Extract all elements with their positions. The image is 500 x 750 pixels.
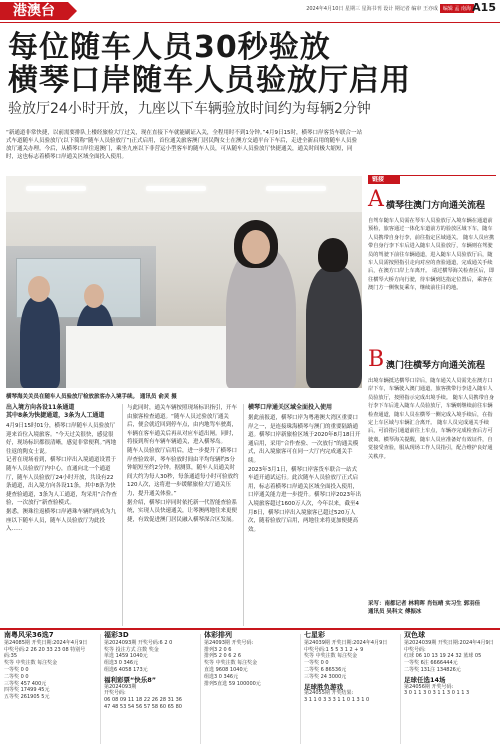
lottery-panel [404, 632, 496, 746]
lottery-title: 福彩3D [104, 631, 129, 639]
lottery-line: 中奖号码:1 5 5 3 1 2 + 9 [304, 646, 364, 653]
column-3-body: 据此前报道，横琴口岸为粤港澳大湾区重要口岸之一，是连接珠海横琴与澳门的重要陆路通道。横琴口岸新旅检区域于2020年8月18日开通启用，采用“合作查验、一次放行”的通关模式，出入境旅客可在同一大厅内完成通关手续。 2023年3月1日，横琴口岸客货车联合一站式车道开通试运行。此次随车人员验放厅正式启用，标志着横琴口岸通关区域全面投入使用，口岸通关能力进一步提升。横琴口岸2023年出入境旅客超过1600万人次，今年以来，截至4月8日，横琴口岸出入境旅客已超过520万人次，随着验放厅启用，两地往来将更加便捷高效。 [248, 415, 361, 533]
lottery-line: 二等奖 131注 134826元 [404, 666, 461, 673]
article-column-2 [127, 404, 239, 524]
lottery-title: 双色球 [404, 631, 425, 639]
lottery-line: 一等奖 0 0 [4, 666, 29, 673]
headline-line2: 横琴口岸随车人员验放厅启用 [8, 63, 411, 98]
lottery-line: 三等奖 457 400元 [4, 680, 47, 687]
lottery-title: 福利彩票“快乐8” [104, 675, 157, 684]
lottery-divider [300, 634, 301, 744]
lottery-line: 第2024039期 开奖日期:2024年4月9日 [404, 639, 494, 646]
reporter-credit: 采写：南都记者 林莉晖 肖钰晴 实习生 郭羽佳 通讯员 吴科文 傅振冰 [368, 601, 481, 615]
lottery-panel [304, 632, 396, 746]
lottery-line: 第24055期 开奖结果: [304, 690, 354, 697]
lottery-line: 二等奖 6 86536元 [304, 666, 347, 673]
column-3-heading: 横琴口岸通关区域全面投入使用 [248, 404, 333, 411]
lottery-line: 中奖号码:2 26 20 33 23 08 特别号码:35 [4, 646, 86, 660]
header-rule [0, 22, 500, 23]
lottery-line: 奖等 投注方式 注数 奖金 [104, 646, 159, 653]
lottery-title: 南粤风采36选7 [4, 631, 54, 639]
lottery-line: 奖等 中奖注数 每注奖金 [4, 660, 58, 667]
lottery-divider [100, 634, 101, 744]
lottery-line: 一等奖 6注 6666444元 [404, 660, 458, 667]
lottery-line: 二等奖 0 0 [4, 673, 29, 680]
lottery-panel [104, 632, 196, 746]
section-a-body: 自驾车随车人员需在琴车人员验放厅入境车辆在通道前预检，旅客通过一体化车道前方的验放区域下车，随车人员携带自身行李，前往指定区域通关。 随车人员应携带自身行李下车后进入随车人员验放厅，车辆则在驾驶员的驾驶下前往车辆通道，进入随车人员验放厅后，随车人员需按照指引走向对应的查验通道，完成通关手续后，在澳方口岸上车离开。 请过横琴海关检查区后，即往横琴大桥方向行驶，待车辆到达指定位置后，乘客在澳门方一侧恢复乘车，继续前往目的地。 [368, 218, 495, 292]
lottery-title: 足球胜负游戏 [304, 682, 343, 691]
lottery-line: 奖等 中奖注数 每注奖金 [204, 660, 258, 667]
lottery-line: 中奖号码: [404, 646, 426, 653]
lottery-line: 组选6 4058 173元 [104, 666, 148, 673]
lottery-line: 47 48 53 54 56 57 58 60 65 80 [104, 703, 182, 710]
lottery-line: 奖等 中奖注数 每注奖金 [304, 653, 358, 660]
lottery-line: 组选3 0 346元 [204, 673, 239, 680]
lottery-line: 组选3 0 346元 [104, 660, 139, 667]
lottery-line: 三等奖 24 3000元 [304, 673, 347, 680]
lottery-line: 第2024093期 开奖号码:6 2 0 [104, 639, 173, 646]
lottery-line: 四等奖 17499 45元 [4, 687, 50, 694]
issue-meta: 2024年4月10日 星期三 星海书刊 设计 期记者 编审 王亦成 [306, 6, 438, 12]
lottery-divider [400, 634, 401, 744]
lottery-line: 第24039期 开奖日期:2024年4月9日 [304, 639, 388, 646]
lottery-line: 第2024093期 [104, 683, 137, 690]
section-a-letter: A [368, 187, 384, 212]
headline-line1: 每位随车人员30秒验放 [8, 30, 331, 65]
lottery-line: 第24093期 开奖号码: [204, 639, 254, 646]
section-b-body: 出境车辆抵达横琴口岸后，随车通关人员需先在澳方口岸下车，车辆驶入澳门通道，旅客携带行李进入随车人员验放厅，按照指示完成出境手续。 随车人员携带自身行李下车后进入随车人员验放厅，车辆则继续前往车辆检查通道，随车人员在横琴一侧完成入境手续后，在指定上车区域与车辆汇合离开。 随车人员完成通关手续后，可沿指引通道前往上车点，车辆亦完成检查后方可驶离。横琴海关提醒，随车人员应准备好有效证件，自觉接受查验，服从现场工作人员指引，配合维护良好通关秩序。 [368, 378, 495, 460]
lottery-line: 06 08 09 11 18 22 26 28 31 36 [104, 697, 182, 704]
lottery-line: 单选 1459 1040元 [104, 653, 148, 660]
sidebar-label: 链接 [368, 175, 400, 184]
lottery-line: 红球 06 10 13 19 24 32 蓝球 05 [404, 653, 482, 660]
lottery-line: 一等奖 0 0 [304, 660, 329, 667]
lottery-line: 3 1 1 0 3 3 3 1 1 0 1 3 1 0 [304, 697, 370, 704]
lottery-line: 五等奖 261905 5元 [4, 694, 50, 701]
editor-badge: 编辑 孟 南海 [440, 4, 474, 13]
lottery-line: 3 0 1 1 3 0 3 1 1 3 0 1 1 3 [404, 690, 470, 697]
lottery-line: 第24056期 开奖号码: [404, 683, 454, 690]
column-1-body: 4月9日15时01分，横琴口岸随车人员验放厅迎来首位入境旅客。“今天过关很快，感觉很好，现场标识都很清晰，感觉非常便利。”两地往返的陶女士说。 记者在现场看到，横琴口岸出入境通道设置于随车人员验放厅内中心，直通向北一个通道厅，随车人员验放厅24小时开放，共设有22条通道，出入境方向各设11条，其中8条为快捷查验通道，3条为人工通道，均采用“合作查验，一次放行”新查验模式。 据悉，澳珠往返横琴口岸港珠车辆约两成为九座以下随车人员，随车人员验放厅为此投入…… [6, 423, 117, 533]
lead-paragraph: “新通道非常快捷，以前需要排队上楼经旅检大厅过关，现在直接下车就能刷证入关，全程用时不到1分钟。”4月9日15时，横琴口岸客货车联合一站式车道随车人员验放厅(以下简称“随车人员验放厅”)正式启用，首位通关旅客澳门居民陶女士在澳方交通平台下车后，走进全新启用的随车人员验放厅通关办理。今后，从横琴口岸往返澳门，乘坐九座以下非营运小型客车的随车人员，可从随车人员验放厅快捷通关，通关时间极大缩短，同时，这也标志着横琴口岸通关区域全面投入使用。 [6, 130, 362, 160]
page-header [0, 0, 500, 22]
headline-subtitle: 验放厅24小时开放，九座以下车辆验放时间约为每辆2分钟 [8, 101, 371, 117]
lottery-line: 排列5 2 0 6 2 6 [204, 653, 242, 660]
lottery-title: 七星彩 [304, 631, 325, 639]
column-2-body: 与此同时，通关车辆按照现场标识指引，开车由旅客检查通道。“随车人员过验放厅通关后，便会就近回到停车点，由内地驾车驶离，车辆在客车通关后再从对应车道出闸。同时，将接到所有车辆车辆通关，进入横琴岛。 随车人员验放厅启用后，进一步提升了横琴口岸查验效率，琴车验放时间由平均每辆约5分钟缩短至约2分钟。据测算，随车人员通关时间大约为每人30秒，每条通道每小时可验放约120人次，这将进一步缓解旅检大厅通关压力，提升通关体验。” 据介绍，横琴口岸同时依托新一代智能查验系统，实现人员快速通关，让琴澳两地往来更便捷，有效促进澳门居民融入横琴深合区发展。 [127, 405, 239, 523]
news-photo [6, 176, 362, 388]
lottery-line: 第24085期 开奖日期:2024年4月9日 [4, 639, 88, 646]
lottery-divider [200, 634, 201, 744]
section-b-letter: B [368, 347, 385, 372]
lottery-line: 开奖号码: [104, 690, 126, 697]
section-a-title: 横琴往澳门方向通关流程 [386, 201, 486, 211]
photo-caption: 横琴海关关员在随车人员验放厅检放旅客办入境手续。 通讯员 俞灵 摄 [6, 394, 177, 400]
article-column-1 [6, 404, 118, 534]
lottery-panel [4, 632, 96, 746]
section-b-title: 澳门往横琴方向通关流程 [386, 361, 486, 371]
lottery-panel [204, 632, 296, 746]
link-sidebar [368, 175, 496, 628]
section-tag: 港澳台 [0, 2, 68, 20]
column-1-heading: 出入境方向各设11条通道 其中8条为快捷通道，3条为人工通道 [6, 404, 105, 419]
lottery-line: 排列5直选 59 100000元 [204, 680, 261, 687]
lottery-line: 排列3 2 0 6 [204, 646, 232, 653]
lottery-title: 足球任选14场 [404, 675, 446, 684]
page-number: A15 [472, 1, 496, 14]
lottery-line: 直选 9608 1040元 [204, 666, 248, 673]
lottery-title: 体彩排列 [204, 631, 232, 639]
article-column-3 [248, 404, 362, 534]
